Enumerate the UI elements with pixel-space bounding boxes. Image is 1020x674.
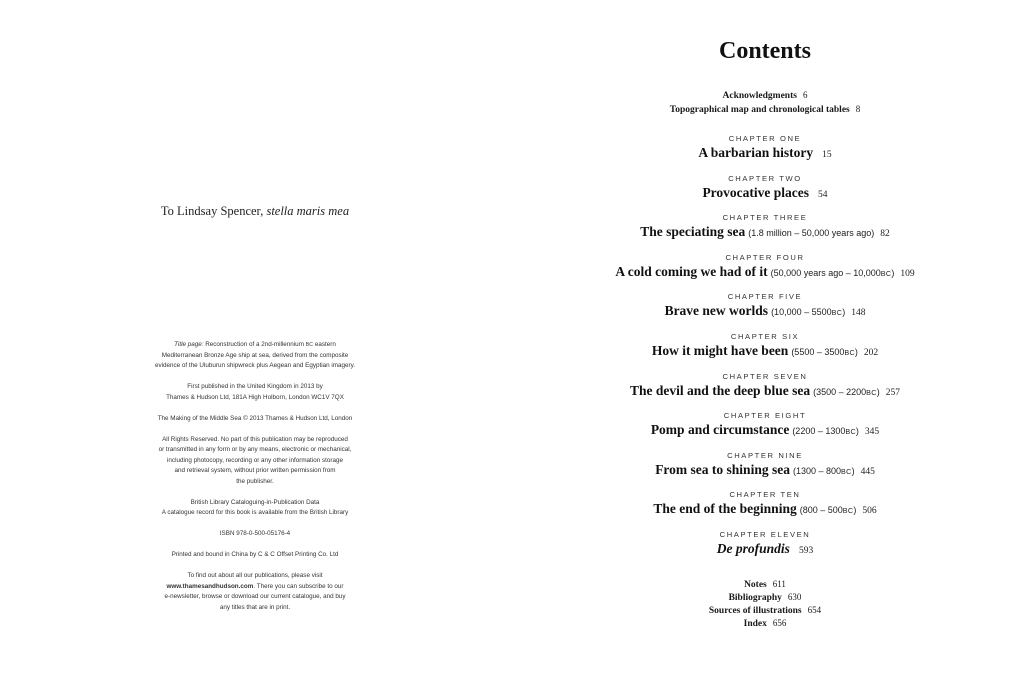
chapter-title: Provocative places 54 xyxy=(702,184,828,200)
chapter-label: CHAPTER NINE xyxy=(727,450,803,460)
chapter-page: 506 xyxy=(862,506,877,517)
title-page-credit: Title page: Reconstruction of a 2nd-millennium BC eastern Mediterranean Bronze Age ship at sea, derived from the composite evidence of the Uluburun shipwreck plus Aegean and Egyptian imagery. xyxy=(154,341,356,369)
chapter-entry xyxy=(510,212,1020,252)
chapter-label: CHAPTER SIX xyxy=(730,331,800,341)
isbn: ISBN 978-0-500-05176-4 xyxy=(219,530,291,537)
chapter-page: 445 xyxy=(860,466,875,477)
chapter-title: How it might have been (5500 – 3500BC) 202 xyxy=(651,342,879,358)
chapter-title: De profundis 593 xyxy=(716,540,814,556)
chapter-label: CHAPTER SEVEN xyxy=(722,371,808,381)
chapter-title: Brave new worlds (10,000 – 5500BC) 148 xyxy=(664,303,866,319)
chapter-entry xyxy=(510,371,1020,411)
first-published: First published in the United Kingdom in 2013 by Thames & Hudson Ltd, 181A High Holborn, London WC1V 7QX xyxy=(166,383,344,401)
chapter-label: CHAPTER TWO xyxy=(728,173,802,183)
chapter-page: 15 xyxy=(822,150,832,160)
chapter-page: 345 xyxy=(864,427,880,438)
front-matter xyxy=(510,89,1020,116)
imprint xyxy=(125,340,385,624)
right-page xyxy=(510,0,1020,674)
chapter-entry xyxy=(510,291,1020,331)
chapter-page: 82 xyxy=(880,229,890,240)
toc-entry: Notes 611 xyxy=(744,579,786,590)
chapter-label: CHAPTER ELEVEN xyxy=(719,529,811,539)
toc-entry: Sources of illustrations 654 xyxy=(708,605,822,616)
title-page-label: Title page: xyxy=(174,341,204,348)
chapter-entry xyxy=(510,331,1020,371)
dedication-italic: stella maris mea xyxy=(266,204,350,218)
chapter-title: A cold coming we had of it (50,000 years ago – 10,000BC) 109 xyxy=(615,263,915,279)
chapter-title: From sea to shining sea (1300 – 800BC) 445 xyxy=(655,461,875,477)
dedication xyxy=(0,204,510,219)
chapter-page: 109 xyxy=(900,268,915,279)
chapter-label: CHAPTER ONE xyxy=(728,134,802,143)
chapter-title: The end of the beginning (800 – 500BC) 506 xyxy=(653,501,877,517)
chapter-page: 54 xyxy=(818,189,828,200)
chapter-list xyxy=(510,133,1020,569)
chapter-page: 202 xyxy=(863,347,879,358)
chapter-label: CHAPTER THREE xyxy=(722,213,808,223)
dedication-text: To Lindsay Spencer, xyxy=(160,204,264,218)
chapter-label: CHAPTER FIVE xyxy=(727,292,803,302)
chapter-entry xyxy=(510,252,1020,292)
chapter-title: The devil and the deep blue sea (3500 – 2200BC) 257 xyxy=(630,382,900,398)
chapter-page: 593 xyxy=(798,545,814,556)
rights-notice: All Rights Reserved. No part of this publication may be reproduced or transmitted in any form or by any means, electronic or mechanical, including photocopy, recording or any other information storage and retrieval system, without prior written permission from the publisher. xyxy=(158,435,352,485)
chapter-entry xyxy=(510,489,1020,529)
toc-entry: Acknowledgments 6 xyxy=(722,90,808,101)
printed-by: Printed and bound in China by C & C Offset Printing Co. Ltd xyxy=(171,551,339,558)
cataloguing-data: British Library Cataloguing-in-Publication Data A catalogue record for this book is available from the British Library xyxy=(161,498,349,516)
toc-entry: Bibliography 630 xyxy=(728,592,802,603)
find-out-more: To find out about all our publications, please visit www.thamesandhudson.com. There you can subscribe to our e-newsletter, browse or download our current catalogue, and buy any titles that are in print. xyxy=(164,572,346,611)
page-title: Contents xyxy=(718,38,811,64)
chapter-label: CHAPTER FOUR xyxy=(725,252,805,262)
chapter-entry xyxy=(510,133,1020,173)
chapter-entry xyxy=(510,173,1020,213)
chapter-entry xyxy=(510,529,1020,569)
toc-entry: Topographical map and chronological tables 8 xyxy=(669,103,861,115)
chapter-title: The speciating sea (1.8 million – 50,000 years ago) 82 xyxy=(640,224,890,240)
chapter-entry xyxy=(510,450,1020,490)
chapter-title: Pomp and circumstance (2200 – 1300BC) 345 xyxy=(650,422,880,438)
chapter-page: 257 xyxy=(885,387,900,398)
chapter-title: A barbarian history 15 xyxy=(698,145,832,160)
chapter-label: CHAPTER TEN xyxy=(729,490,801,500)
chapter-label: CHAPTER EIGHT xyxy=(723,411,807,421)
back-matter xyxy=(510,578,1020,630)
chapter-entry xyxy=(510,410,1020,450)
chapter-page: 148 xyxy=(851,308,866,319)
publisher-url: www.thamesandhudson.com xyxy=(166,582,254,590)
toc-entry: Index 656 xyxy=(743,618,787,629)
copyright-line: The Making of the Middle Sea © 2013 Thames & Hudson Ltd, London xyxy=(157,414,353,422)
